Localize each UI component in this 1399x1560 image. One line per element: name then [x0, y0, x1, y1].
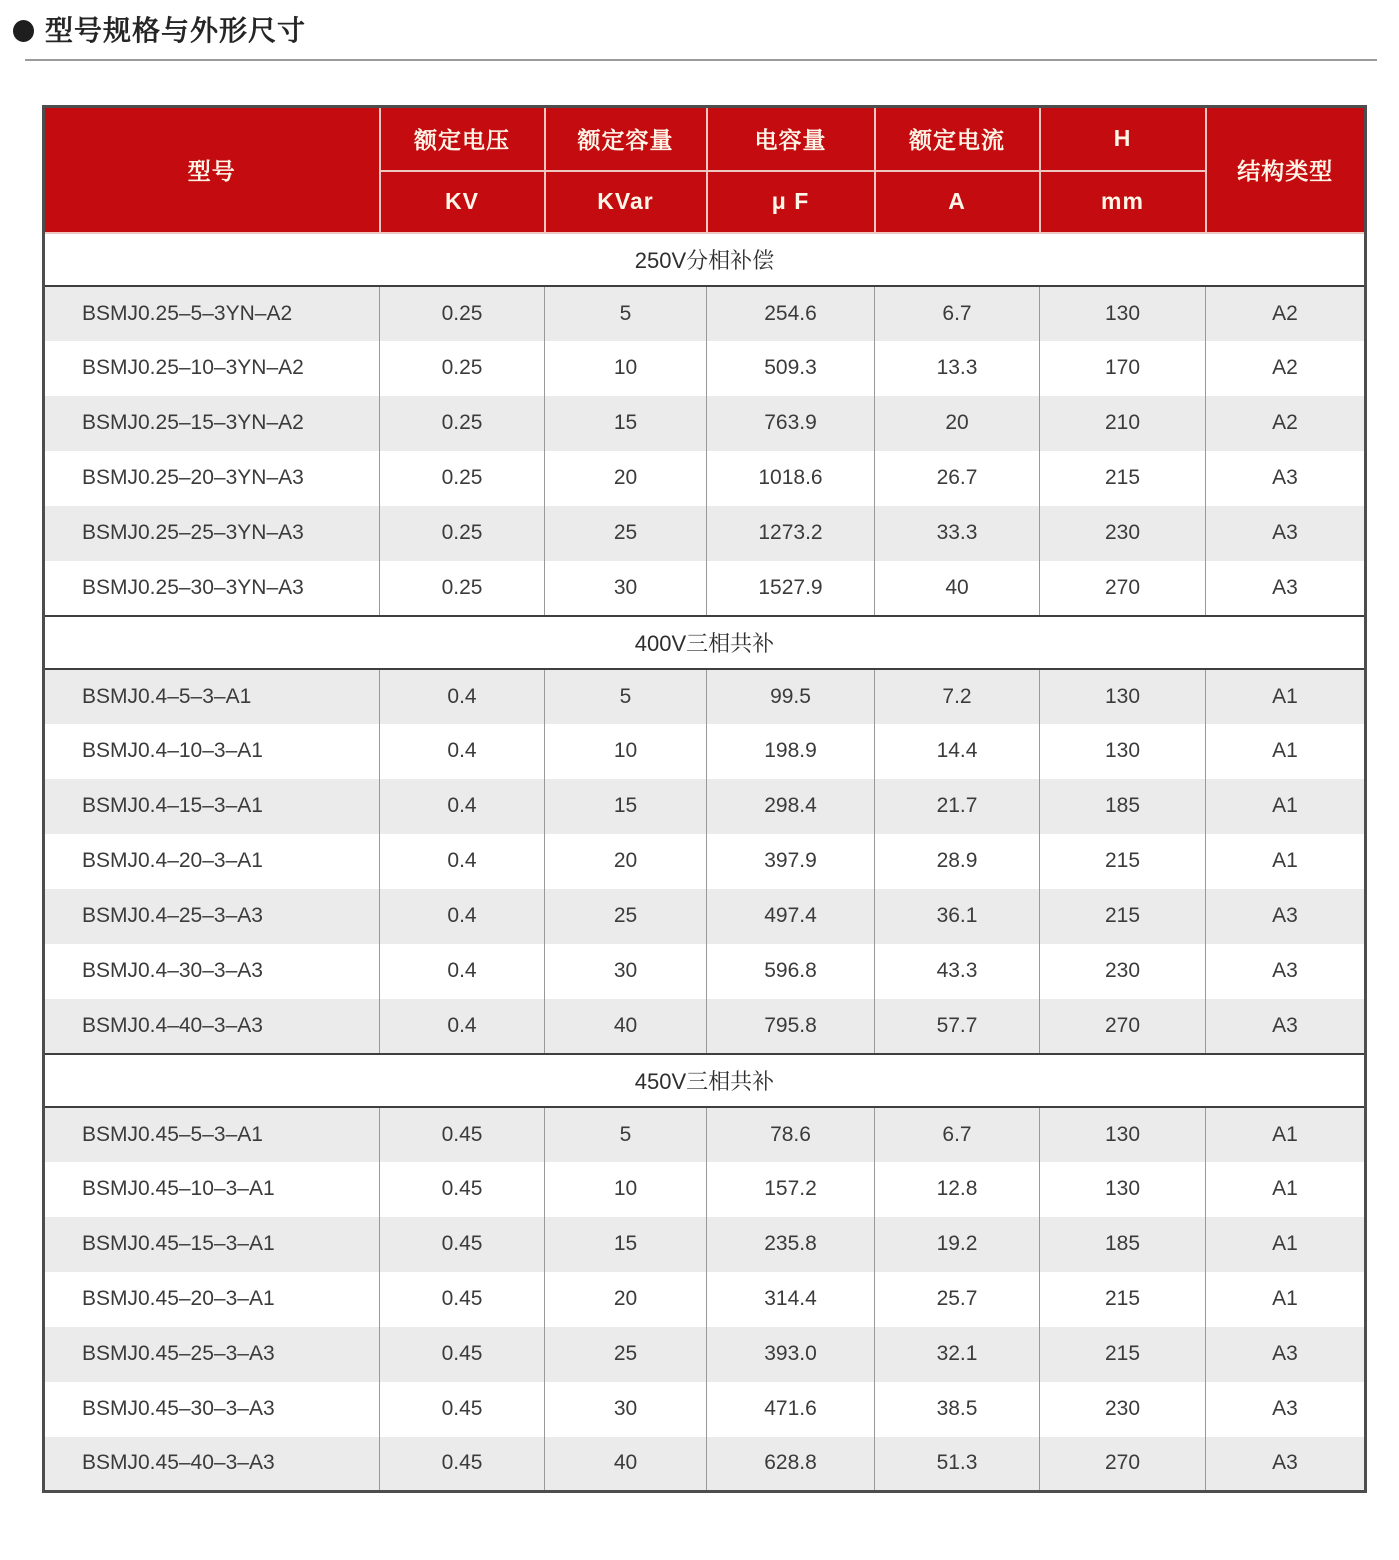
cell-value: 215 — [1040, 834, 1206, 889]
cell-value: 235.8 — [707, 1217, 875, 1272]
cell-value: 130 — [1040, 724, 1206, 779]
cell-value: 198.9 — [707, 724, 875, 779]
unit-a: A — [875, 171, 1040, 233]
cell-value: 6.7 — [875, 1107, 1040, 1162]
cell-value: 0.25 — [380, 341, 545, 396]
cell-value: 28.9 — [875, 834, 1040, 889]
cell-model: BSMJ0.45–5–3–A1 — [44, 1107, 380, 1162]
cell-value: 40 — [545, 999, 707, 1054]
cell-value: 5 — [545, 669, 707, 724]
section-label: 250V分相补偿 — [44, 233, 1366, 286]
cell-value: 36.1 — [875, 889, 1040, 944]
cell-model: BSMJ0.25–20–3YN–A3 — [44, 451, 380, 506]
cell-value: A2 — [1206, 286, 1366, 341]
cell-value: 15 — [545, 779, 707, 834]
cell-value: 230 — [1040, 506, 1206, 561]
table-row — [44, 1217, 1366, 1272]
table-header — [44, 107, 1366, 233]
cell-value: 38.5 — [875, 1382, 1040, 1437]
cell-value: 215 — [1040, 1327, 1206, 1382]
cell-value: 0.25 — [380, 506, 545, 561]
cell-value: 0.45 — [380, 1217, 545, 1272]
cell-value: 0.45 — [380, 1437, 545, 1492]
cell-value: 0.45 — [380, 1382, 545, 1437]
cell-value: 298.4 — [707, 779, 875, 834]
cell-model: BSMJ0.4–30–3–A3 — [44, 944, 380, 999]
cell-value: 5 — [545, 286, 707, 341]
cell-value: 10 — [545, 724, 707, 779]
cell-value: 57.7 — [875, 999, 1040, 1054]
table-row — [44, 1382, 1366, 1437]
cell-model: BSMJ0.4–15–3–A1 — [44, 779, 380, 834]
cell-value: 314.4 — [707, 1272, 875, 1327]
cell-model: BSMJ0.45–25–3–A3 — [44, 1327, 380, 1382]
cell-value: A1 — [1206, 669, 1366, 724]
cell-value: 230 — [1040, 944, 1206, 999]
table-row — [44, 396, 1366, 451]
cell-value: 33.3 — [875, 506, 1040, 561]
table-row — [44, 889, 1366, 944]
cell-value: 30 — [545, 1382, 707, 1437]
cell-value: 6.7 — [875, 286, 1040, 341]
cell-value: 130 — [1040, 1162, 1206, 1217]
section-header-row — [44, 1054, 1366, 1107]
cell-model: BSMJ0.4–40–3–A3 — [44, 999, 380, 1054]
table-row — [44, 669, 1366, 724]
cell-value: 5 — [545, 1107, 707, 1162]
cell-value: A1 — [1206, 779, 1366, 834]
cell-value: 628.8 — [707, 1437, 875, 1492]
cell-value: 14.4 — [875, 724, 1040, 779]
cell-model: BSMJ0.4–25–3–A3 — [44, 889, 380, 944]
table-row — [44, 341, 1366, 396]
cell-value: 270 — [1040, 999, 1206, 1054]
cell-value: 0.25 — [380, 451, 545, 506]
cell-value: 25 — [545, 889, 707, 944]
cell-value: 0.45 — [380, 1162, 545, 1217]
cell-value: 10 — [545, 341, 707, 396]
unit-mm: mm — [1040, 171, 1206, 233]
cell-value: 130 — [1040, 669, 1206, 724]
cell-value: 15 — [545, 1217, 707, 1272]
cell-value: 0.45 — [380, 1107, 545, 1162]
cell-model: BSMJ0.25–15–3YN–A2 — [44, 396, 380, 451]
col-header-rated-capacity: 额定容量 — [545, 107, 707, 171]
cell-value: 32.1 — [875, 1327, 1040, 1382]
cell-value: 20 — [545, 834, 707, 889]
cell-value: 215 — [1040, 1272, 1206, 1327]
cell-value: A3 — [1206, 889, 1366, 944]
cell-value: 210 — [1040, 396, 1206, 451]
cell-value: 0.4 — [380, 889, 545, 944]
cell-value: 0.45 — [380, 1272, 545, 1327]
cell-value: 230 — [1040, 1382, 1206, 1437]
unit-kv: KV — [380, 171, 545, 233]
spec-table — [42, 105, 1367, 1493]
table-row — [44, 724, 1366, 779]
cell-value: 78.6 — [707, 1107, 875, 1162]
cell-value: 397.9 — [707, 834, 875, 889]
cell-value: 471.6 — [707, 1382, 875, 1437]
cell-value: 130 — [1040, 1107, 1206, 1162]
cell-value: A1 — [1206, 834, 1366, 889]
cell-value: 130 — [1040, 286, 1206, 341]
cell-value: 20 — [545, 1272, 707, 1327]
cell-value: 215 — [1040, 451, 1206, 506]
table-row — [44, 1162, 1366, 1217]
table-row — [44, 286, 1366, 341]
cell-value: 795.8 — [707, 999, 875, 1054]
cell-model: BSMJ0.25–30–3YN–A3 — [44, 561, 380, 616]
cell-model: BSMJ0.45–40–3–A3 — [44, 1437, 380, 1492]
cell-value: 497.4 — [707, 889, 875, 944]
cell-value: 254.6 — [707, 286, 875, 341]
page-title-text: 型号规格与外形尺寸 — [45, 15, 307, 46]
cell-model: BSMJ0.4–5–3–A1 — [44, 669, 380, 724]
cell-model: BSMJ0.45–10–3–A1 — [44, 1162, 380, 1217]
cell-value: 99.5 — [707, 669, 875, 724]
cell-value: A3 — [1206, 999, 1366, 1054]
cell-value: 25 — [545, 506, 707, 561]
cell-value: 25 — [545, 1327, 707, 1382]
cell-value: 43.3 — [875, 944, 1040, 999]
unit-uf: μ F — [707, 171, 875, 233]
cell-value: 1527.9 — [707, 561, 875, 616]
cell-value: A1 — [1206, 1217, 1366, 1272]
cell-value: 185 — [1040, 1217, 1206, 1272]
cell-value: 7.2 — [875, 669, 1040, 724]
cell-value: 0.45 — [380, 1327, 545, 1382]
cell-value: A3 — [1206, 451, 1366, 506]
cell-value: 157.2 — [707, 1162, 875, 1217]
cell-value: 20 — [545, 451, 707, 506]
col-header-rated-current: 额定电流 — [875, 107, 1040, 171]
cell-value: 215 — [1040, 889, 1206, 944]
cell-value: 0.25 — [380, 286, 545, 341]
col-header-rated-voltage: 额定电压 — [380, 107, 545, 171]
table-row — [44, 779, 1366, 834]
cell-model: BSMJ0.45–20–3–A1 — [44, 1272, 380, 1327]
cell-model: BSMJ0.45–15–3–A1 — [44, 1217, 380, 1272]
cell-value: 1018.6 — [707, 451, 875, 506]
cell-value: 0.4 — [380, 724, 545, 779]
table-row — [44, 1327, 1366, 1382]
bullet-icon — [13, 20, 34, 42]
cell-value: A1 — [1206, 724, 1366, 779]
cell-value: 763.9 — [707, 396, 875, 451]
section-header-row — [44, 233, 1366, 286]
page-title — [13, 17, 306, 45]
cell-model: BSMJ0.25–25–3YN–A3 — [44, 506, 380, 561]
cell-value: A3 — [1206, 506, 1366, 561]
cell-value: 1273.2 — [707, 506, 875, 561]
cell-model: BSMJ0.25–5–3YN–A2 — [44, 286, 380, 341]
col-header-height: H — [1040, 107, 1206, 171]
cell-value: 13.3 — [875, 341, 1040, 396]
cell-value: 25.7 — [875, 1272, 1040, 1327]
table-row — [44, 944, 1366, 999]
cell-value: 0.25 — [380, 561, 545, 616]
cell-value: 0.4 — [380, 669, 545, 724]
cell-value: 0.4 — [380, 834, 545, 889]
cell-model: BSMJ0.4–10–3–A1 — [44, 724, 380, 779]
title-divider — [25, 59, 1377, 61]
cell-value: 0.4 — [380, 944, 545, 999]
cell-value: 20 — [875, 396, 1040, 451]
cell-value: 30 — [545, 944, 707, 999]
cell-value: 270 — [1040, 1437, 1206, 1492]
cell-value: A3 — [1206, 561, 1366, 616]
cell-value: A1 — [1206, 1162, 1366, 1217]
table-row — [44, 1107, 1366, 1162]
cell-value: 21.7 — [875, 779, 1040, 834]
cell-model: BSMJ0.45–30–3–A3 — [44, 1382, 380, 1437]
table-row — [44, 506, 1366, 561]
cell-value: 596.8 — [707, 944, 875, 999]
cell-value: 0.4 — [380, 999, 545, 1054]
section-label: 450V三相共补 — [44, 1054, 1366, 1107]
section-label: 400V三相共补 — [44, 616, 1366, 669]
cell-value: 15 — [545, 396, 707, 451]
cell-value: 0.4 — [380, 779, 545, 834]
cell-value: 26.7 — [875, 451, 1040, 506]
cell-value: A3 — [1206, 1437, 1366, 1492]
col-header-structure-type: 结构类型 — [1206, 107, 1366, 233]
unit-kvar: KVar — [545, 171, 707, 233]
cell-value: A1 — [1206, 1107, 1366, 1162]
cell-value: 270 — [1040, 561, 1206, 616]
cell-value: 10 — [545, 1162, 707, 1217]
cell-value: A1 — [1206, 1272, 1366, 1327]
cell-value: 12.8 — [875, 1162, 1040, 1217]
cell-value: A3 — [1206, 944, 1366, 999]
table-row — [44, 1272, 1366, 1327]
cell-value: 185 — [1040, 779, 1206, 834]
cell-value: 40 — [875, 561, 1040, 616]
table-row — [44, 834, 1366, 889]
cell-value: 51.3 — [875, 1437, 1040, 1492]
cell-model: BSMJ0.4–20–3–A1 — [44, 834, 380, 889]
cell-value: A2 — [1206, 341, 1366, 396]
table-row — [44, 999, 1366, 1054]
table-body — [44, 233, 1366, 1492]
table-row — [44, 561, 1366, 616]
cell-value: 509.3 — [707, 341, 875, 396]
col-header-model: 型号 — [44, 107, 380, 233]
cell-model: BSMJ0.25–10–3YN–A2 — [44, 341, 380, 396]
section-header-row — [44, 616, 1366, 669]
cell-value: 40 — [545, 1437, 707, 1492]
cell-value: A2 — [1206, 396, 1366, 451]
cell-value: 0.25 — [380, 396, 545, 451]
table-row — [44, 1437, 1366, 1492]
cell-value: 393.0 — [707, 1327, 875, 1382]
table-row — [44, 451, 1366, 506]
col-header-capacitance: 电容量 — [707, 107, 875, 171]
cell-value: A3 — [1206, 1382, 1366, 1437]
cell-value: A3 — [1206, 1327, 1366, 1382]
cell-value: 19.2 — [875, 1217, 1040, 1272]
cell-value: 170 — [1040, 341, 1206, 396]
cell-value: 30 — [545, 561, 707, 616]
